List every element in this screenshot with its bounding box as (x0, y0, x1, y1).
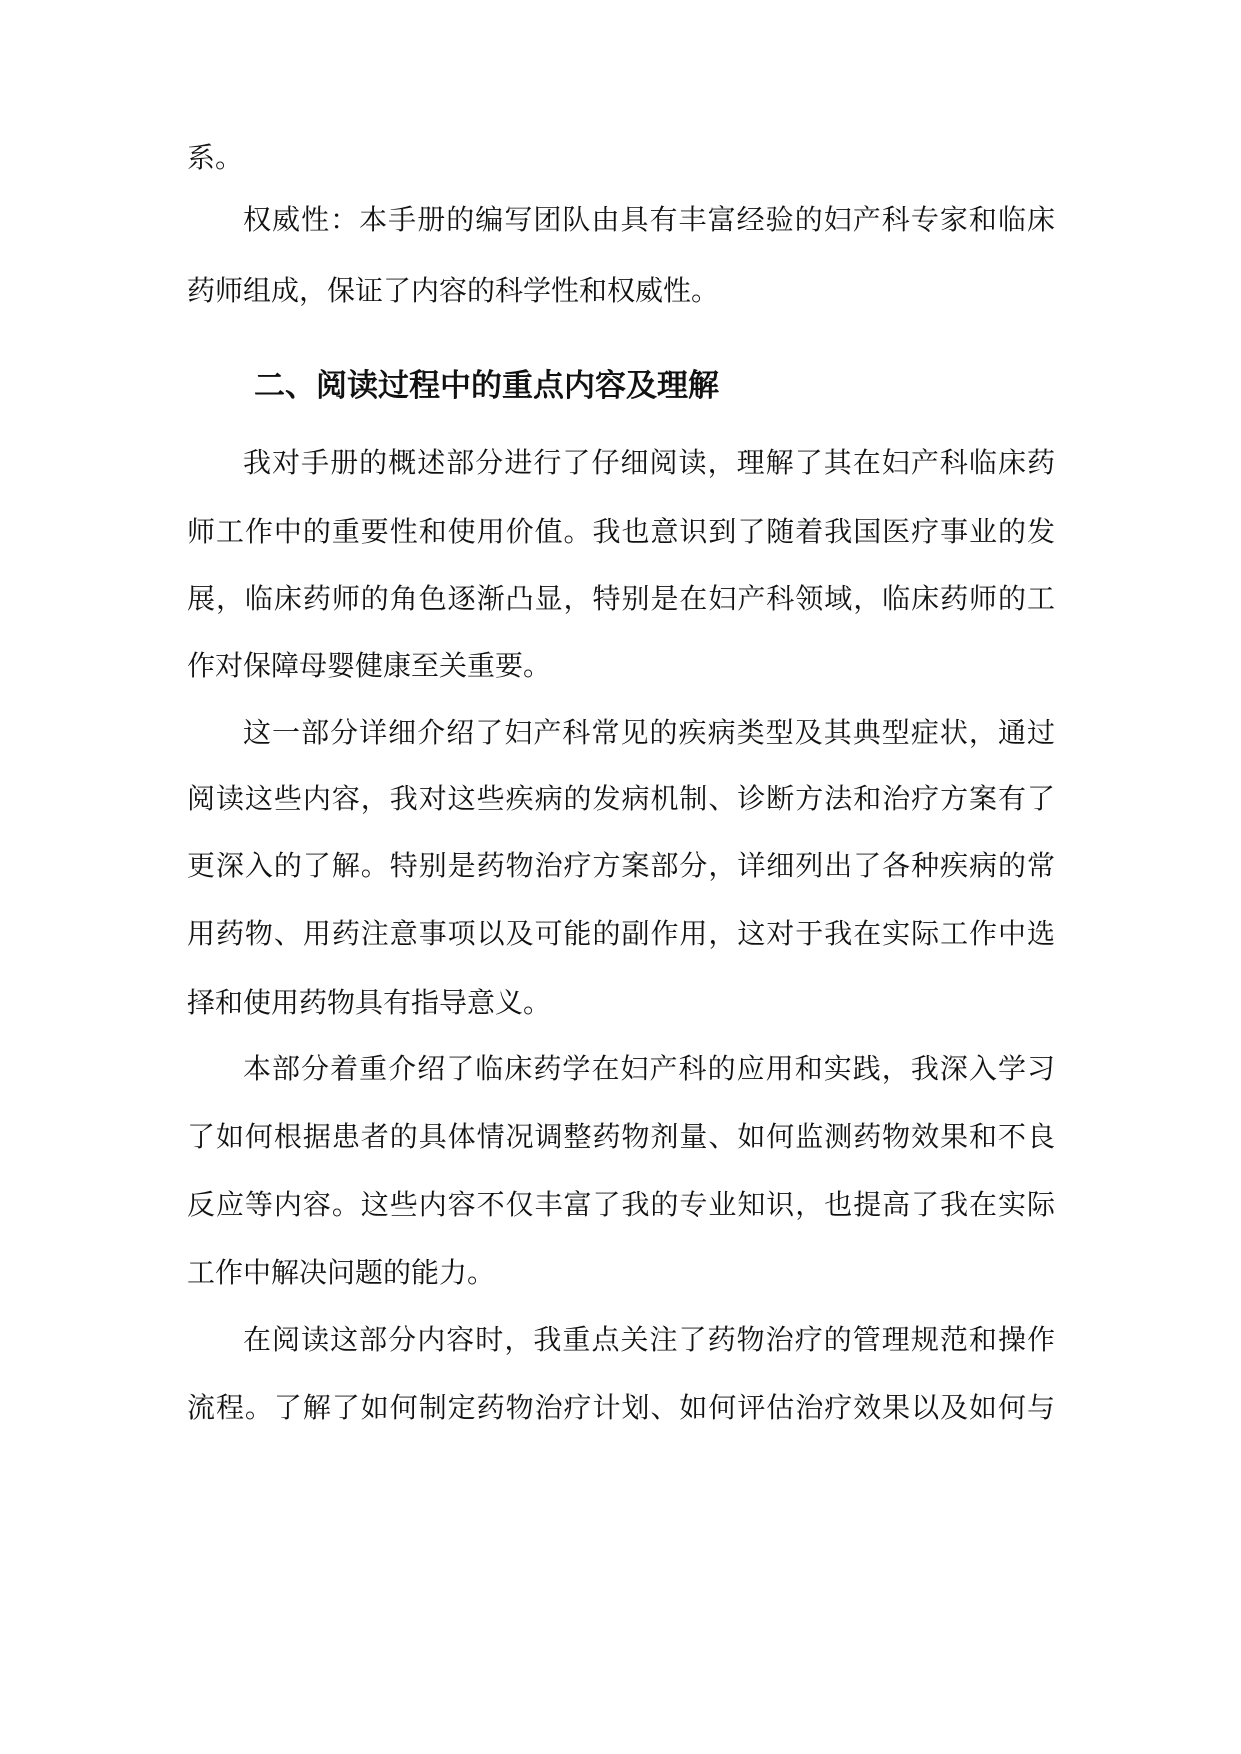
text-line: 权威性：本手册的编写团队由具有丰富经验的妇产科专家和临床 (243, 203, 1055, 236)
section-heading: 二、阅读过程中的重点内容及理解 (254, 368, 719, 404)
text-line: 在阅读这部分内容时，我重点关注了药物治疗的管理规范和操作 (243, 1323, 1055, 1356)
text-line: 这一部分详细介绍了妇产科常见的疾病类型及其典型症状，通过 (243, 716, 1055, 749)
text-line: 阅读这些内容，我对这些疾病的发病机制、诊断方法和治疗方案有了 (187, 782, 1055, 815)
text-line: 择和使用药物具有指导意义。 (187, 986, 552, 1019)
text-line: 药师组成，保证了内容的科学性和权威性。 (187, 274, 720, 307)
text-line: 更深入的了解。特别是药物治疗方案部分，详细列出了各种疾病的常 (187, 849, 1055, 882)
text-line: 系。 (187, 141, 244, 174)
text-line: 流程。了解了如何制定药物治疗计划、如何评估治疗效果以及如何与 (187, 1391, 1055, 1424)
text-line: 反应等内容。这些内容不仅丰富了我的专业知识，也提高了我在实际 (187, 1188, 1055, 1221)
text-line: 了如何根据患者的具体情况调整药物剂量、如何监测药物效果和不良 (187, 1120, 1055, 1153)
text-line: 展，临床药师的角色逐渐凸显，特别是在妇产科领域，临床药师的工 (187, 582, 1055, 615)
document-page (187, 0, 1055, 1754)
text-line: 作对保障母婴健康至关重要。 (187, 649, 552, 682)
text-line: 师工作中的重要性和使用价值。我也意识到了随着我国医疗事业的发 (187, 515, 1055, 548)
text-line: 我对手册的概述部分进行了仔细阅读，理解了其在妇产科临床药 (243, 446, 1055, 479)
text-line: 本部分着重介绍了临床药学在妇产科的应用和实践，我深入学习 (243, 1052, 1055, 1085)
text-line: 工作中解决问题的能力。 (187, 1256, 496, 1289)
text-line: 用药物、用药注意事项以及可能的副作用，这对于我在实际工作中选 (187, 917, 1055, 950)
